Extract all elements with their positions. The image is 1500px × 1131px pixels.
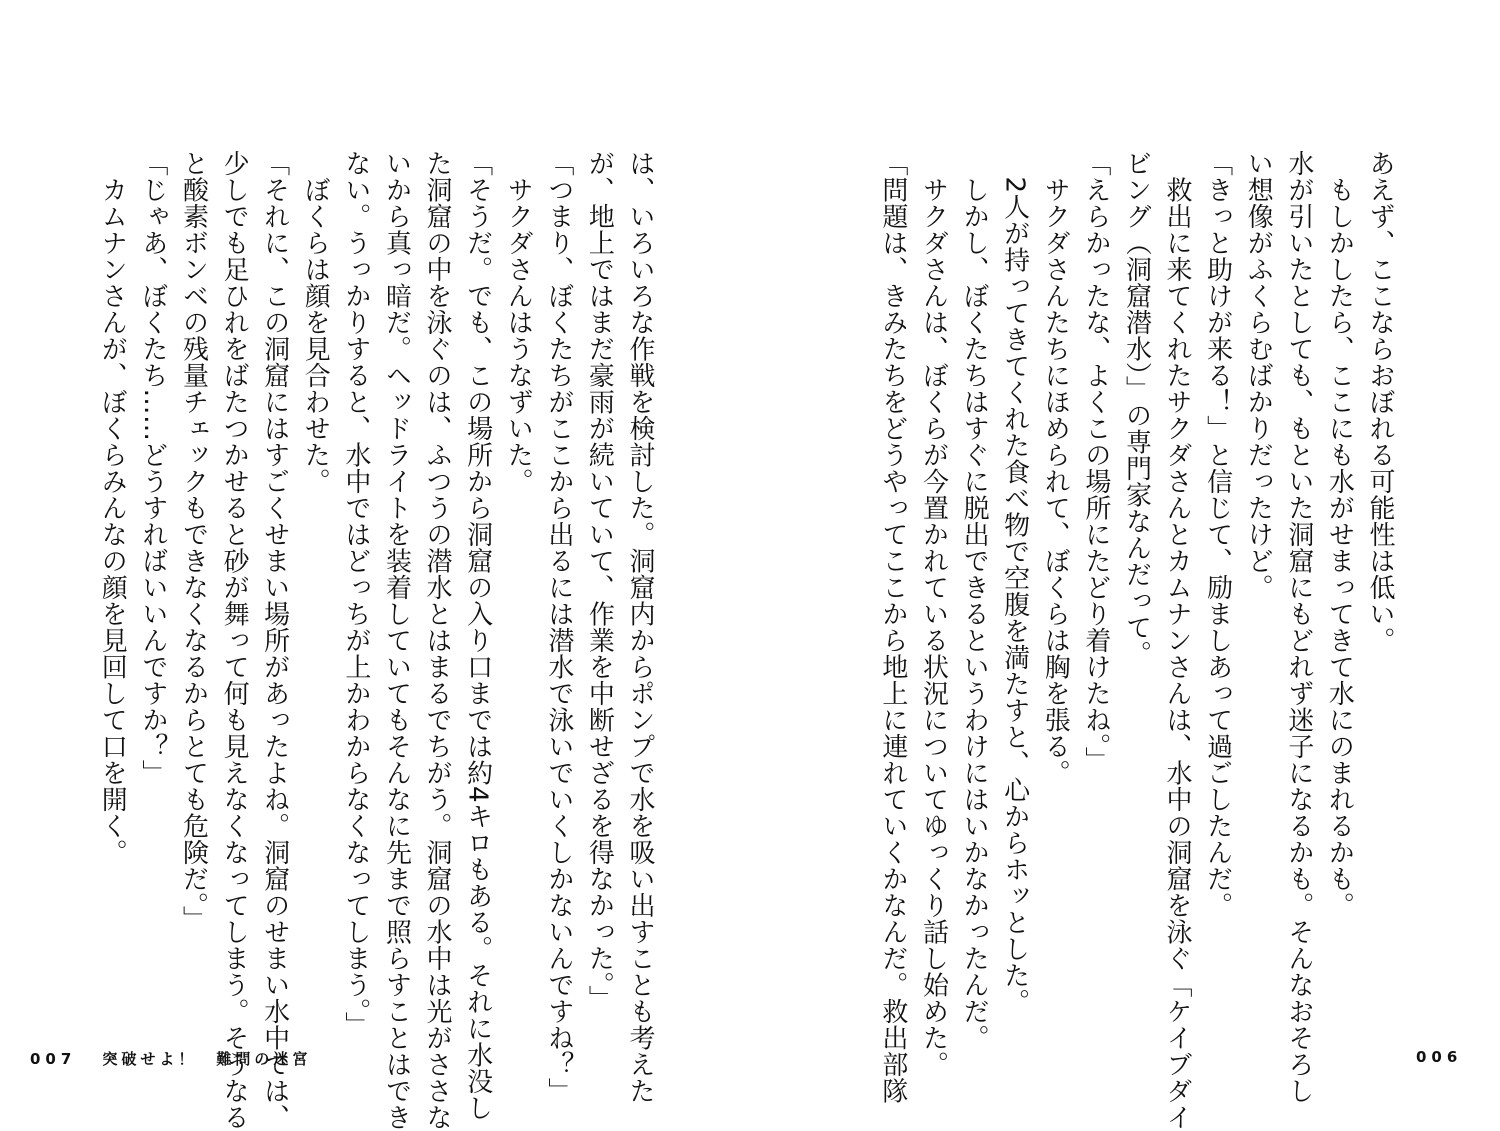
text-line: た洞窟の中を泳ぐのは、ふつうの潜水とはまるでちがう。洞窟の水中は光がささな bbox=[422, 150, 453, 1131]
text-line: サクダさんはうなずいた。 bbox=[503, 150, 534, 495]
text-line: が、地上ではまだ豪雨が続いていて、作業を中断せざるを得なかった。」 bbox=[584, 150, 615, 1012]
text-line: と酸素ボンベの残量チェックもできなくなるからとても危険だ。」 bbox=[178, 150, 209, 932]
text-line: 「じゃあ、ぼくたち……どうすればいいんですか？」 bbox=[137, 150, 168, 786]
text-line: 「えらかったな、よくこの場所にたどり着けたね。」 bbox=[1080, 150, 1111, 773]
right-page-footer bbox=[1416, 1048, 1462, 1066]
text-line: は、いろいろな作戦を検討した。洞窟内からポンプで水を吸い出すことも考えた bbox=[625, 150, 655, 1104]
text-line: もしかしたら、ここにも水がせまってきて水にのまれるかも。 bbox=[1324, 150, 1355, 919]
text-line: 「きっと助けが来る！」と信じて、励ましあって過ごしたんだ。 bbox=[1202, 150, 1233, 919]
text-line: ぼくらは顔を見合わせた。 bbox=[300, 150, 331, 495]
text-line: 少しでも足ひれをばたつかせると砂が舞って何も見えなくなってしまう。そうなる bbox=[219, 150, 250, 1131]
right-page bbox=[840, 150, 1400, 1131]
text-line: しかし、ぼくたちはすぐに脱出できるというわけにはいかなかったんだ。 bbox=[959, 150, 990, 1051]
text-line: サクダさんたちにほめられて、ぼくらは胸を張る。 bbox=[1040, 150, 1071, 786]
text-line: ない。うっかりすると、水中ではどっちが上かわからなくなってしまう。」 bbox=[340, 150, 371, 1038]
text-line: あえず、ここならおぼれる可能性は低い。 bbox=[1365, 150, 1395, 654]
left-page-footer bbox=[30, 1048, 311, 1069]
text-line: い想像がふくらむばかりだったけど。 bbox=[1243, 150, 1274, 601]
text-line: いから真っ暗だ。ヘッドライトを装着していてもそんなに先まで照らすことはでき bbox=[381, 150, 412, 1131]
text-line: カムナンさんが、ぼくらみんなの顔を見回して口を開く。 bbox=[97, 150, 128, 866]
running-title: 突破せよ！ 難問の迷宮 bbox=[102, 1050, 312, 1068]
page-number: 007 bbox=[30, 1050, 77, 1068]
text-line: 2人が持ってきてくれた食べ物で空腹を満たすと、心からホッとした。 bbox=[999, 150, 1030, 1016]
text-line: ビング（洞窟潜水）」の専門家なんだって。 bbox=[1121, 150, 1152, 667]
text-line: 「問題は、きみたちをどうやってここから地上に連れていくかなんだ。救出部隊 bbox=[877, 150, 908, 1104]
page-number: 006 bbox=[1416, 1048, 1463, 1066]
text-line: 救出に来てくれたサクダさんとカムナンさんは、水中の洞窟を泳ぐ「ケイブダイ bbox=[1162, 150, 1193, 1131]
text-line: サクダさんは、ぼくらが今置かれている状況についてゆっくり話し始めた。 bbox=[918, 150, 949, 1078]
text-line: 「それに、この洞窟にはすごくせまい場所があったよね。洞窟のせまい水中では、 bbox=[259, 150, 290, 1131]
text-line: 「つまり、ぼくたちがここから出るには潜水で泳いでいくしかないんですね？」 bbox=[543, 150, 574, 1104]
text-line: 水が引いたとしても、もといた洞窟にもどれず迷子になるかも。そんなおそろし bbox=[1283, 150, 1314, 1104]
text-line: 「そうだ。でも、この場所から洞窟の入り口までは約4キロもある。それに水没し bbox=[462, 150, 493, 1122]
right-page-body bbox=[872, 150, 1400, 1131]
